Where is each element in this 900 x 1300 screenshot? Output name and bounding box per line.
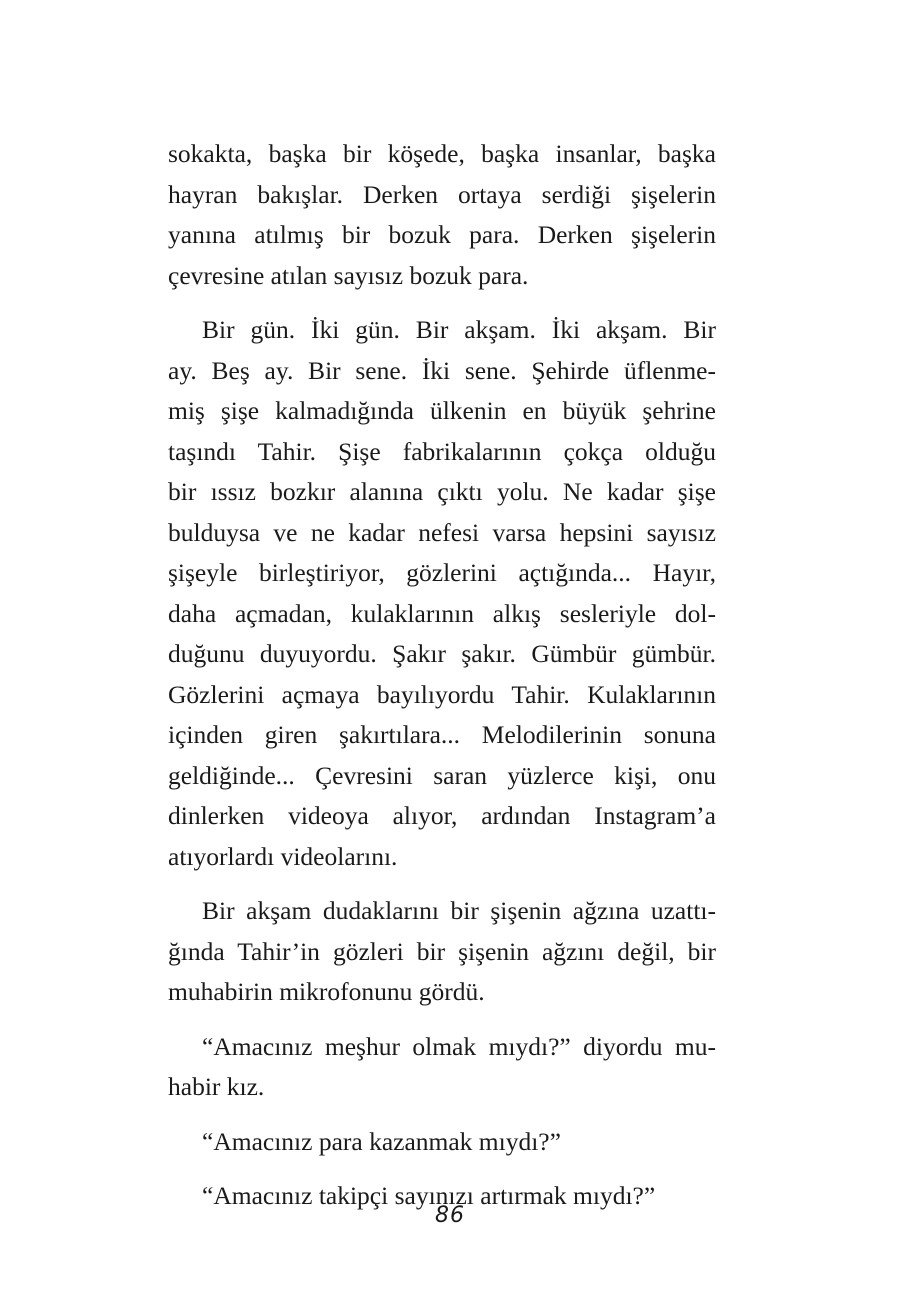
text-line: Bir akşam dudaklarını bir şişenin ağzına uzattı- [202, 896, 716, 925]
text-line: miş şişe kalmadığında ülkenin en büyük şehrine [168, 396, 716, 425]
text-line: taşındı Tahir. Şişe fabrikalarının çokça olduğu [168, 436, 716, 466]
text-line: dinlerken videoya alıyor, ardından Instagram’a [168, 801, 716, 830]
text-line: sokakta, başka bir köşede, başka insanlar, başka [168, 139, 716, 168]
text-line: “Amacınız meşhur olmak mıydı?” diyordu mu- [202, 1031, 716, 1061]
text-line: geldiğinde... Çevresini saran yüzlerce kişi, onu [168, 760, 716, 790]
text-line: bir ıssız bozkır alanına çıktı yolu. Ne kadar şişe [168, 477, 716, 506]
text-line: “Amacınız para kazanmak mıydı?” [202, 1126, 561, 1156]
paragraph [168, 134, 716, 296]
paragraph [168, 1122, 716, 1163]
text-line: Bir gün. İki gün. Bir akşam. İki akşam. Bir [202, 315, 716, 344]
text-line: daha açmadan, kulaklarının alkış sesleriyle dol- [168, 598, 716, 628]
text-line: habir kız. [168, 1072, 265, 1101]
text-line: muhabirin mikrofonunu gördü. [168, 977, 485, 1006]
text-line: atıyorlardı videolarını. [168, 841, 398, 871]
page-number: 86 [435, 1203, 465, 1228]
text-line: Gözlerini açmaya bayılıyordu Tahir. Kulaklarının [168, 679, 716, 709]
paragraph [168, 891, 716, 1013]
text-line: duğunu duyuyordu. Şakır şakır. Gümbür gümbür. [168, 639, 716, 668]
text-line: ay. Beş ay. Bir sene. İki sene. Şehirde üflenme- [168, 355, 716, 385]
text-line: yanına atılmış bir bozuk para. Derken şişelerin [168, 220, 716, 249]
text-line: “Amacınız takipçi sayınızı artırmak mıydı?” [202, 1181, 656, 1210]
paragraph [168, 1027, 716, 1108]
body-text [168, 134, 716, 1231]
paragraph [168, 310, 716, 877]
text-line: çevresine atılan sayısız bozuk para. [168, 260, 529, 290]
text-line: bulduysa ve ne kadar nefesi varsa hepsini sayısız [168, 517, 716, 547]
text-line: ğında Tahir’in gözleri bir şişenin ağzını değil, bir [168, 936, 716, 966]
text-line: hayran bakışlar. Derken ortaya serdiği şişelerin [168, 179, 716, 209]
text-line: içinden giren şakırtılara... Melodilerinin sonuna [168, 720, 716, 749]
text-line: şişeyle birleştiriyor, gözlerini açtığında... Hayır, [168, 558, 716, 587]
